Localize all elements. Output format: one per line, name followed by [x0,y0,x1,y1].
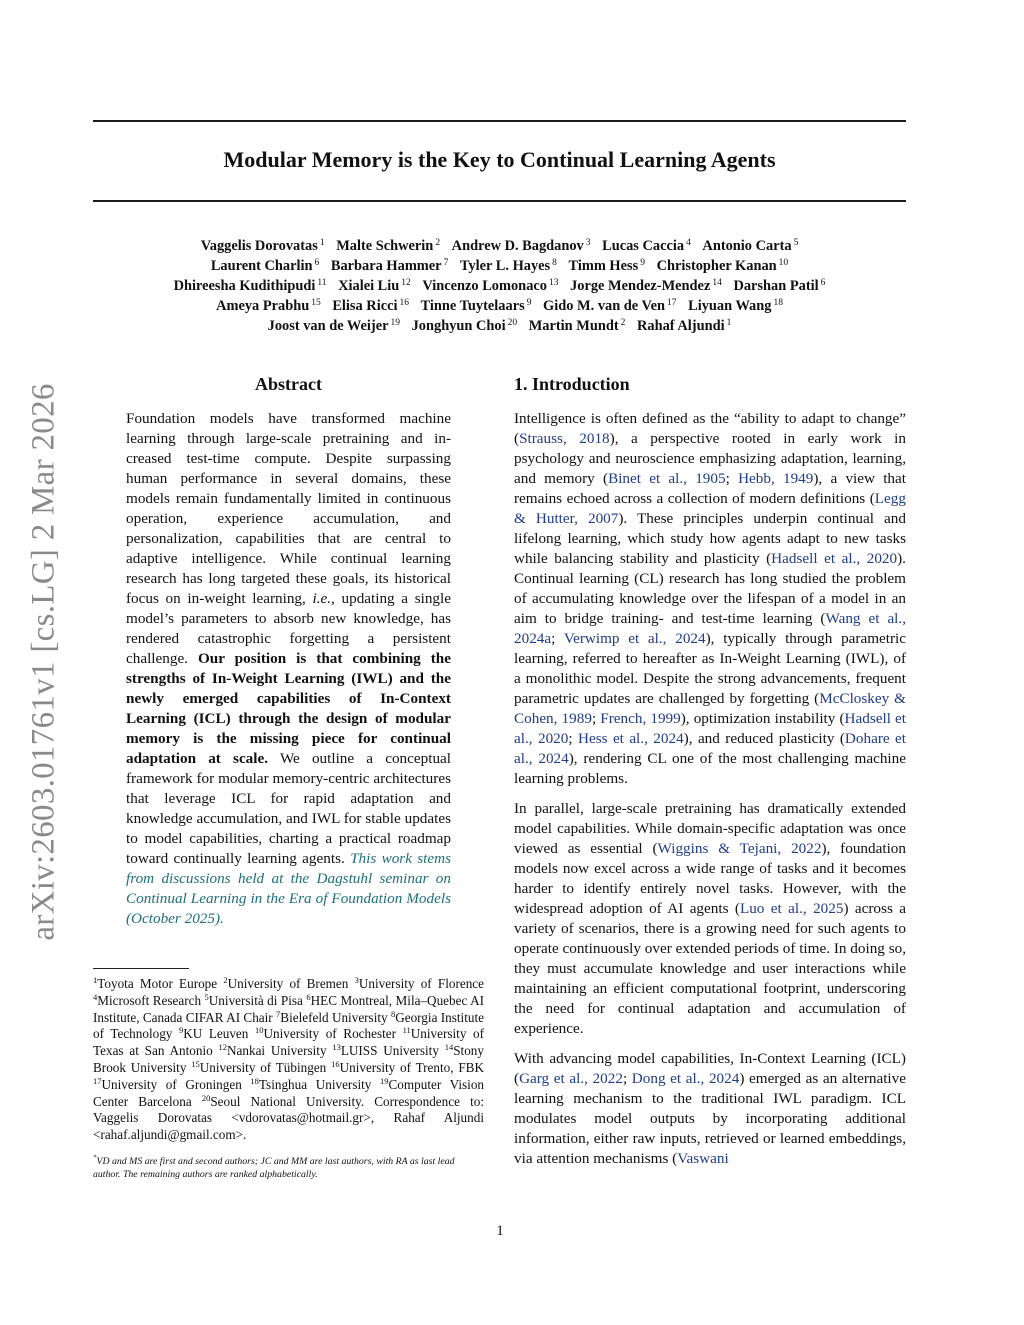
affiliation-name: Bielefeld University [280,1009,391,1025]
author-name: Gido M. van de Ven [543,298,665,314]
footnote-rule [93,968,189,969]
affiliation-number: 15 [191,1058,200,1069]
citation-link[interactable]: Vaswani [677,1150,729,1167]
paragraph-text: ), foundation models now excel across a wide range of tasks and it becomes harder to identify entirely novel tasks. However, with the widespread adoption of AI agents ( [514,840,906,917]
affiliation-name: Tsinghua University [258,1076,380,1092]
affiliation-number: 10 [254,1025,264,1036]
author-name: Jonghyun Choi [411,318,506,334]
affiliation-number: 5 [204,991,209,1002]
introduction-paragraph [514,409,906,789]
affiliation-name: Università di Pisa [208,992,307,1008]
author-entry [543,298,676,314]
affiliation-name: Stony Brook University [93,1043,484,1075]
citation-link[interactable]: Binet et al., 1905 [608,470,726,487]
author-entry [637,318,731,334]
author-order-text: VD and MS are first and second authors; JC and MM are last authors, with RA as last lead author. The remaining authors are ranked alphabetically. [93,1155,455,1180]
affiliation-name: University of Florence [358,976,485,991]
paragraph-text: ), a perspective rooted in early work in psychology and neuroscience emphasizing adaptation, learning, and memory ( [514,430,906,487]
author-entry [733,278,825,294]
author-affiliation-number: 15 [311,298,321,308]
author-entry [331,258,448,274]
author-name: Christopher Kanan [656,258,777,274]
affiliation-number: 4 [93,991,98,1002]
author-entry [452,238,591,254]
title-rule-bottom [93,200,906,202]
author-name: Martin Mundt [528,318,619,334]
author-affiliation-number: 8 [552,258,557,268]
author-name: Jorge Mendez-Mendez [570,278,711,294]
paragraph-text: ; [622,1070,632,1087]
author-entry [688,298,783,314]
paragraph-text: ; [568,730,578,747]
author-affiliation-number: 9 [526,298,532,308]
affiliation-name: Seoul National University. [210,1093,375,1109]
author-name: Vaggelis Dorovatas [200,238,318,254]
affiliation-name: Toyota Motor Europe [97,976,224,991]
author-entry [216,298,321,314]
affiliation-name: HEC Montreal, Mila–Quebec AI Institute, Canada CIFAR AI Chair [93,992,484,1025]
citation-link[interactable]: Hadsell et al., 2020 [771,550,898,567]
affiliation-number: 19 [380,1075,389,1086]
affiliation-name: University of Rochester [263,1026,403,1042]
arxiv-identifier-text: arXiv:2603.01761v1 [cs.LG] 2 Mar 2026 [25,383,62,941]
author-affiliation-number: 20 [507,318,518,328]
author-affiliation-number: 13 [548,278,559,288]
paragraph-text: ; [591,710,601,727]
author-name: Joost van de Weijer [267,318,389,334]
author-name: Liyuan Wang [688,298,772,314]
author-order-note [93,1153,484,1181]
paragraph-text: ), typically through parametric learning, referred to hereafter as In-Weight Learning (IWL), of a monolithic model. Despite the strong advancements, frequent parametric updates are challenged by forgetting ( [514,630,906,707]
author-name: Lucas Caccia [602,238,685,254]
author-affiliation-number: 18 [773,298,783,308]
affiliation-number: 7 [276,1008,281,1019]
affiliation-number: 2 [223,975,228,985]
citation-link[interactable]: McCloskey & Cohen, 1989 [514,690,906,727]
author-name: Xialei Liu [338,278,400,294]
affiliation-number: 6 [306,991,311,1002]
citation-link[interactable]: Legg & Hutter, 2007 [514,490,906,527]
affiliation-list [93,976,484,1109]
author-name: Barbara Hammer [330,258,442,274]
citation-link[interactable]: Hadsell et al., 2020 [514,710,906,747]
affiliation-name: Microsoft Research [97,992,205,1008]
footnotes [93,968,484,1181]
author-affiliation-number: 2 [435,238,441,248]
affiliation-number: 17 [93,1075,102,1086]
citation-link[interactable]: Strauss, 2018 [519,430,610,447]
author-entry [570,278,722,294]
citation-link[interactable]: Wiggins & Tejani, 2022 [657,840,822,857]
author-affiliation-number: 3 [585,238,591,248]
author-affiliation-number: 14 [712,278,722,288]
paragraph-text: ), and reduced plasticity ( [683,730,845,747]
paragraph-text: With advancing model capabilities, In-Context Learning (ICL) ( [514,1050,906,1087]
author-affiliation-number: 4 [686,238,691,248]
affiliation-name: Georgia Institute of Technology [93,1009,484,1042]
introduction-heading: 1. Introduction [514,374,630,394]
paragraph-text: ; [725,470,739,487]
abstract-text-1: Foundation models have transformed machine learning through large-scale pretraining and increased test-time compute. Despite surpassing human performance in several domains, these models remain fundamentally limited in continuous operation, experience accumulation, and personalization, capabilities that are central to adaptive intelligence. While continual learning research has long targeted these goals, its historical focus on in-weight learning, [126,410,451,607]
author-entry [569,258,645,274]
author-name: Tyler L. Hayes [459,258,551,274]
paragraph-text: ), optimization instability ( [680,710,845,727]
author-name: Ameya Prabhu [216,298,310,314]
author-order-marker: * [93,1153,97,1162]
citation-link[interactable]: Garg et al., 2022 [519,1070,623,1087]
author-name: Darshan Patil [733,278,819,294]
citation-link[interactable]: Wang et al., 2024a [514,610,906,647]
author-affiliation-number: 16 [399,298,409,308]
author-affiliation-number: 1 [726,318,732,328]
author-entry [336,238,440,254]
affiliation-name: University of Tübingen [199,1059,332,1075]
author-entry [702,238,798,254]
author-affiliation-number: 17 [667,298,677,308]
author-name: Dhireesha Kudithipudi [173,278,316,294]
author-entry [174,278,327,294]
citation-link[interactable]: Hess et al., 2024 [578,730,684,747]
correspondence: Correspondence to: Vaggelis Dorovatas <vdorovatas@hotmail.gr>, Rahaf Aljundi <rahaf.aljundi@gmail.com>. [93,1093,484,1143]
author-entry [332,298,409,314]
affiliation-name: Nankai University [227,1043,333,1059]
author-entry [529,318,626,334]
author-name: Rahaf Aljundi [637,318,725,334]
affiliation-name: University of Groningen [101,1076,251,1092]
abstract-ie: i.e. [312,590,332,607]
affiliation-name: Computer Vision Center Barcelona [93,1076,485,1109]
author-affiliation-number: 6 [314,258,320,268]
affiliation-number: 1 [93,975,98,985]
abstract-dagstuhl-note: This work stems from discussions held at the Dagstuhl seminar on Continual Learning in the Era of Foundation Models (October 2025). [126,850,452,927]
abstract-section [126,372,451,929]
paragraph-text: ). These principles underpin continual and lifelong learning, which study how agents adapt to new tasks while balancing stability and plasticity ( [514,510,906,567]
paragraph-text: In parallel, large-scale pretraining has dramatically extended model capabilities. While domain-specific adaptation was once viewed as essential ( [514,800,906,857]
affiliation-footnote [93,976,484,1144]
citation-link[interactable]: Verwimp et al., 2024 [563,630,706,647]
author-affiliation-number: 7 [443,258,449,268]
author-entry [422,278,558,294]
paragraph-text: ), a view that remains echoed across a collection of modern definitions ( [514,470,906,507]
abstract-body [126,409,451,929]
affiliation-number: 12 [218,1042,227,1053]
author-entry [211,258,319,274]
author-entry [460,258,557,274]
author-affiliation-number: 2 [620,318,626,328]
author-entry [421,298,532,314]
citation-link[interactable]: Hebb, 1949 [738,470,814,487]
affiliation-number: 14 [444,1042,454,1053]
author-affiliation-number: 9 [640,258,645,268]
author-entry [268,318,400,334]
affiliation-number: 9 [178,1025,184,1036]
affiliation-name: University of Texas at San Antonio [93,1026,484,1059]
author-affiliation-number: 1 [319,238,325,248]
author-name: Antonio Carta [702,238,792,254]
citation-link[interactable]: Dohare et al., 2024 [514,730,906,767]
title-rule-top [93,120,906,122]
affiliation-number: 16 [331,1058,340,1069]
author-affiliation-number: 11 [317,278,327,288]
author-name: Timm Hess [568,258,639,274]
paper-title: Modular Memory is the Key to Continual Learning Agents [223,147,776,172]
author-name: Tinne Tuytelaars [420,298,525,314]
affiliation-number: 13 [332,1042,341,1053]
author-entry [657,258,789,274]
author-entry [602,238,691,254]
citation-link[interactable]: French, 1999 [600,710,681,727]
abstract-text-3: We outline a conceptual framework for modular memory-centric architectures that leverage ICL for rapid adaptation and knowledge accumulation, and IWL for stable updates to model capabilities, charting a practical roadmap toward continually learning agents. [126,750,451,867]
page-number: 1 [496,1223,504,1239]
author-affiliation-number: 10 [778,258,789,268]
author-affiliation-number: 12 [401,278,411,288]
author-affiliation-number: 5 [793,238,799,248]
abstract-position-statement: Our position is that combining the strengths of In-Weight Learning (IWL) and the newly emerged capabilities of In-Context Learning (ICL) through the design of modular memory is the missing piece for continual adaptation at scale. [126,650,451,767]
affiliation-number: 18 [250,1075,259,1086]
introduction-paragraph [514,799,906,1039]
author-name: Laurent Charlin [210,258,313,274]
author-entry [338,278,411,294]
author-affiliation-number: 6 [820,278,826,288]
affiliation-name: University of Trento, FBK [339,1059,485,1075]
affiliation-number: 11 [402,1025,411,1036]
paragraph-text: ) emerged as an alternative learning mechanism to the traditional IWL paradigm. ICL modulates model outputs by incorporating additional information, either raw inputs, retrieved or learned embeddings, via attention mechanisms ( [514,1070,906,1167]
paragraph-text: ; [551,630,564,647]
author-name: Elisa Ricci [332,298,398,314]
citation-link[interactable]: Luo et al., 2025 [739,900,844,917]
introduction-section [514,372,906,1169]
author-name: Malte Schwerin [336,238,434,254]
author-entry [201,238,325,254]
affiliation-number: 20 [201,1092,211,1103]
affiliation-name: LUISS University [340,1043,445,1059]
affiliation-name: KU Leuven [183,1026,255,1042]
paragraph-text: ), rendering CL one of the most challenging machine learning problems. [514,750,906,787]
author-entry [412,318,517,334]
paragraph-text: ). Continual learning (CL) research has long studied the problem of accumulating knowledge over the lifespan of a model in an aim to bridge training- and test-time learning ( [514,550,906,627]
citation-link[interactable]: Dong et al., 2024 [631,1070,740,1087]
affiliation-number: 8 [390,1008,396,1019]
abstract-heading: Abstract [255,374,322,394]
author-name: Andrew D. Bagdanov [451,238,584,254]
affiliation-name: University of Bremen [227,976,355,991]
author-list [93,236,906,336]
author-affiliation-number: 19 [390,318,400,328]
introduction-body [514,409,906,1169]
affiliation-number: 3 [354,975,359,985]
paragraph-text: ) across a variety of scenarios, there is a growing need for such agents to operate continuously over extended periods of time. In doing so, they must accumulate knowledge and user interactions while maintaining an efficient computational footprint, underscoring the need for continual adaptation and accumulation of experience. [514,900,906,1037]
author-name: Vincenzo Lomonaco [422,278,547,294]
introduction-paragraph [514,1049,906,1169]
abstract-text-2: , updating a single model’s parameters to absorb new knowledge, has rendered catastrophic forgetting a persistent challenge. [126,590,451,667]
paragraph-text: Intelligence is often defined as the “ability to adapt to change” ( [514,410,906,447]
